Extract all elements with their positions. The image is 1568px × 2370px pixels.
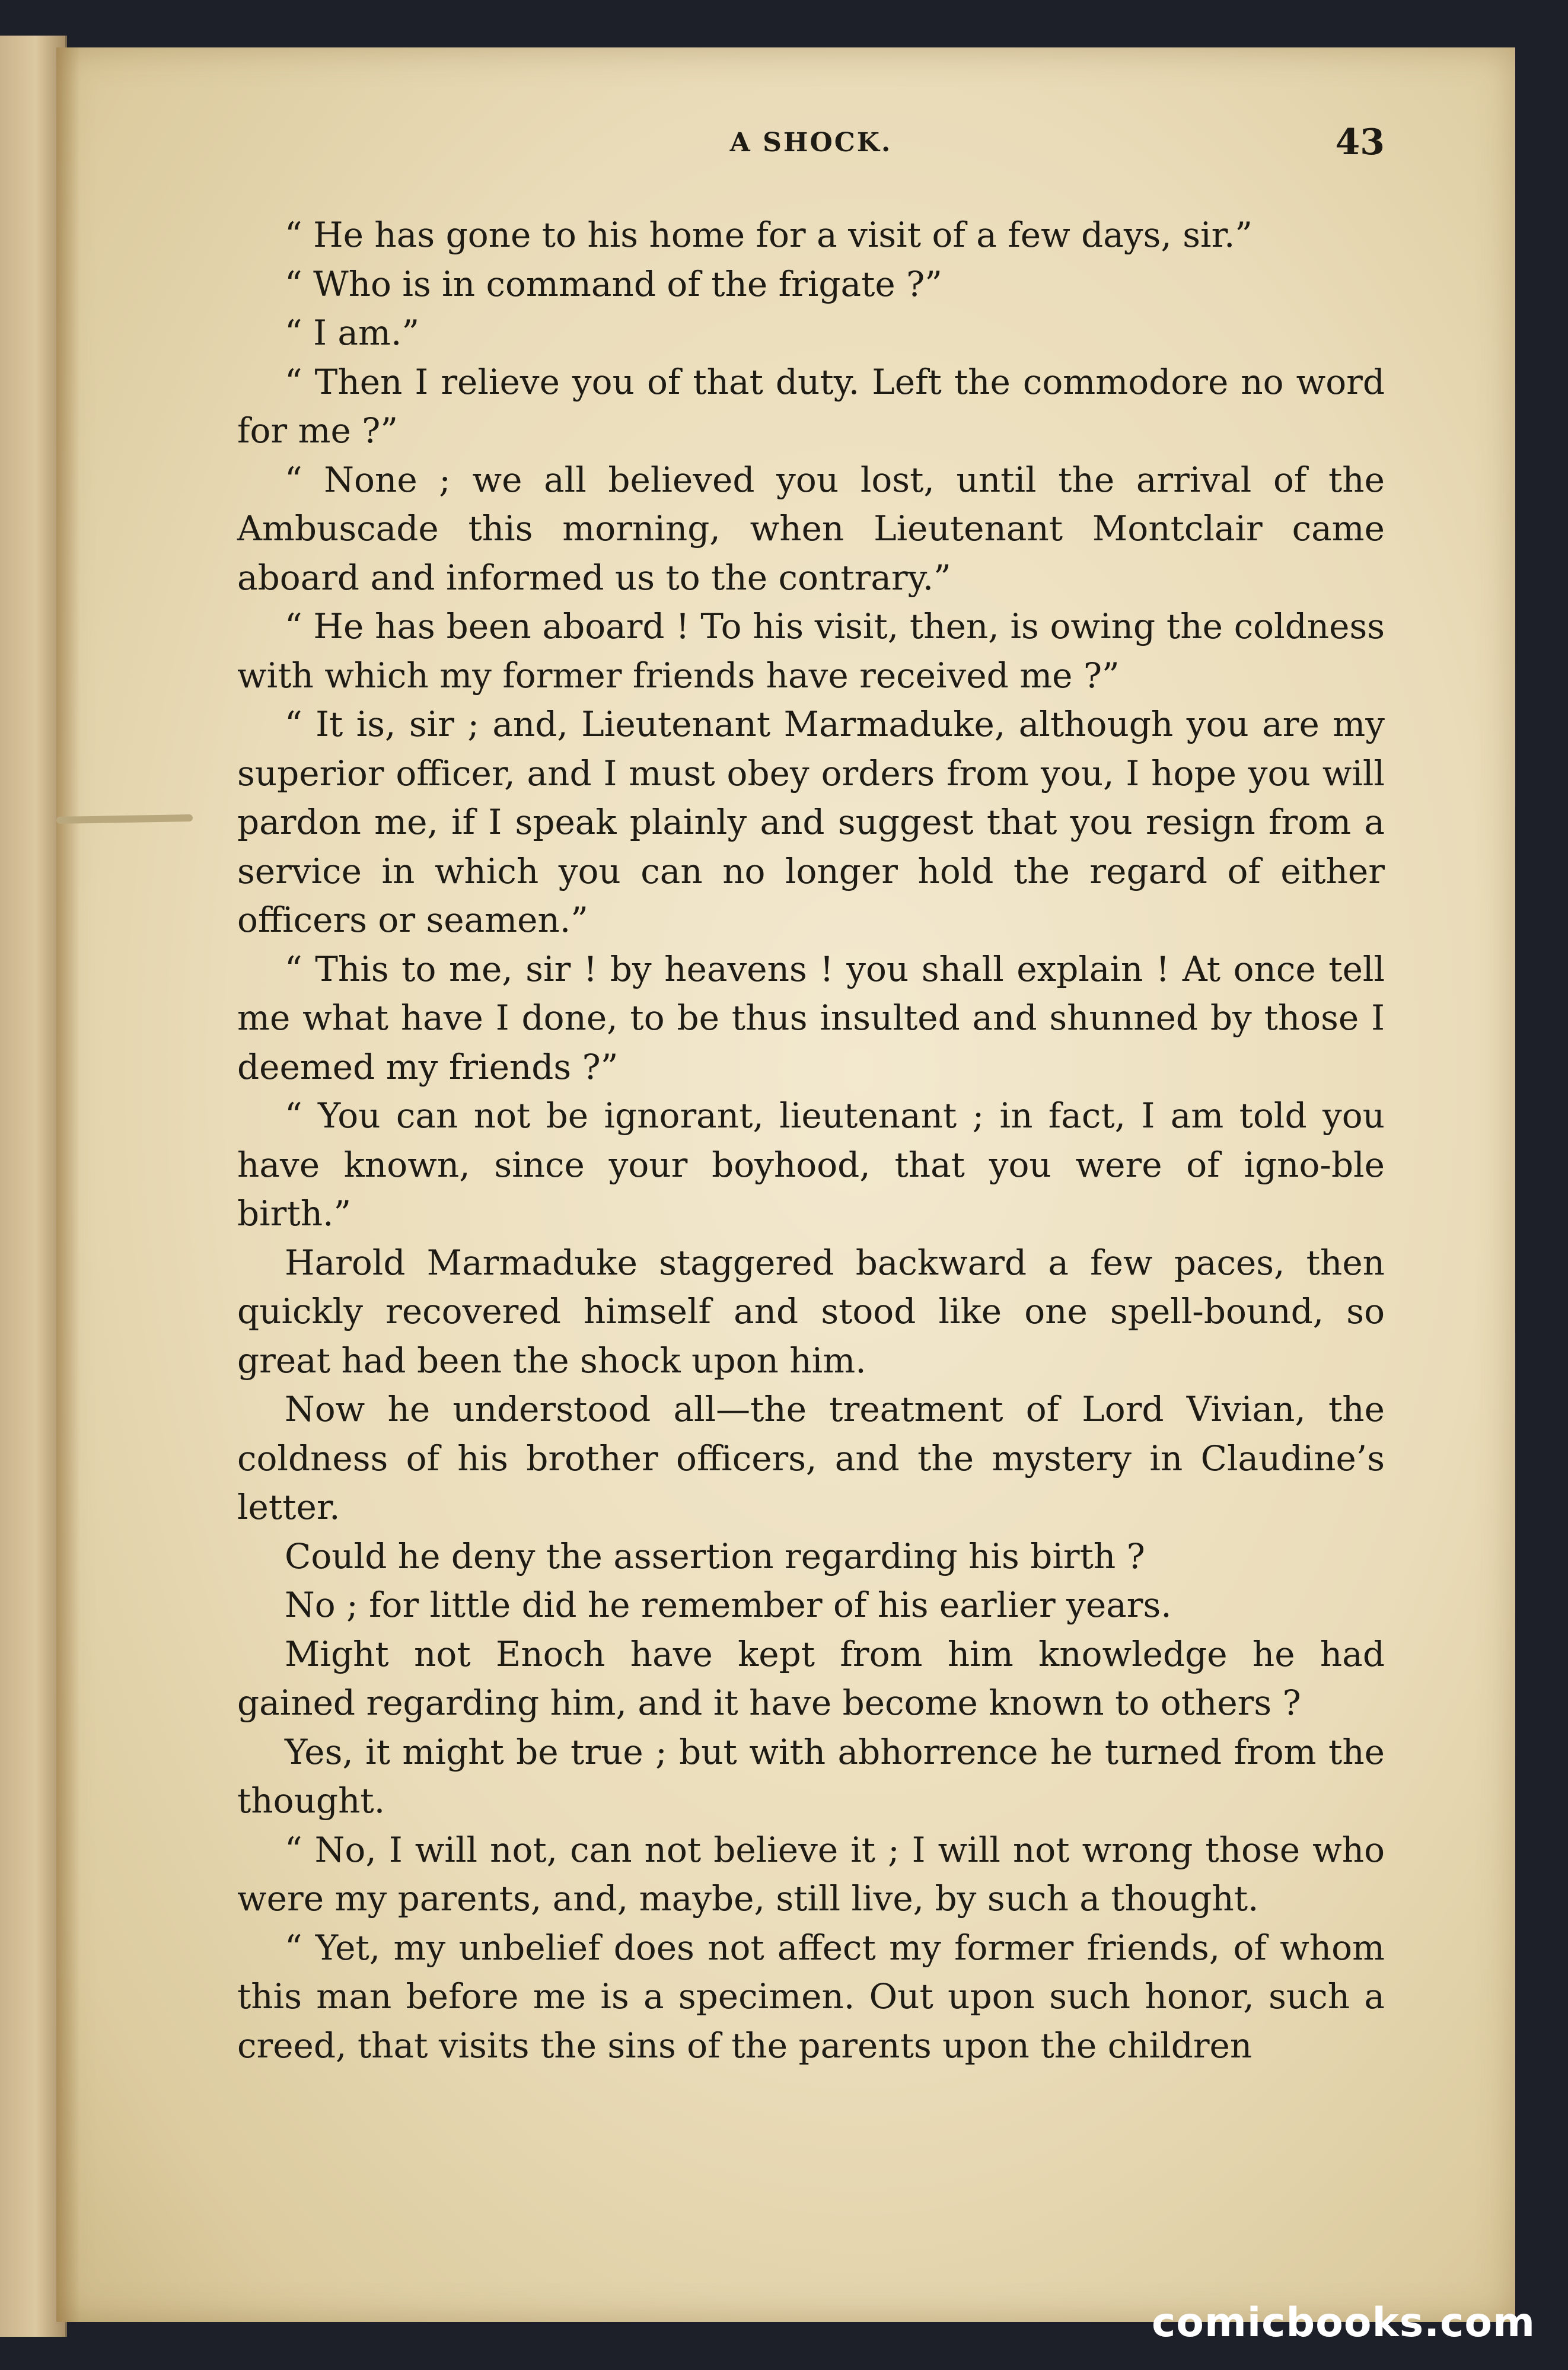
paragraph: Could he deny the assertion regarding his birth ? xyxy=(285,1536,1145,1576)
paragraph: Now he understood all—the treatment of Lord Vivian, the coldness of his brother officers, and the mystery in Claudine’s letter. xyxy=(237,1389,1385,1527)
paragraph: “ Who is in command of the frigate ?” xyxy=(285,263,942,304)
page-number: 43 xyxy=(1335,122,1385,163)
watermark: comicbooks.com xyxy=(1151,2299,1535,2346)
binding-thread xyxy=(56,814,193,824)
paragraph: “ I am.” xyxy=(285,313,420,353)
paragraph: “ You can not be ignorant, lieutenant ; in fact, I am told you have known, since your boyhood, that you were of igno-ble birth.” xyxy=(237,1095,1385,1234)
paragraph: No ; for little did he remember of his earlier years. xyxy=(285,1585,1172,1625)
running-head xyxy=(237,122,1385,169)
paragraph: “ None ; we all believed you lost, until the arrival of the Ambuscade this morning, when Lieutenant Montclair came aboard and informed us to the contrary.” xyxy=(237,459,1385,598)
paragraph: Yes, it might be true ; but with abhorrence he turned from the thought. xyxy=(237,1731,1385,1821)
paragraph: “ He has gone to his home for a visit of a few days, sir.” xyxy=(285,215,1253,255)
paragraph: “ Yet, my unbelief does not affect my former friends, of whom this man before me is a specimen. Out upon such honor, such a creed, that visits the sins of the parents upon the children xyxy=(237,1927,1385,2066)
paragraph: “ No, I will not, can not believe it ; I will not wrong those who were my parents, and, maybe, still live, by such a thought. xyxy=(237,1829,1385,1919)
paragraph: “ This to me, sir ! by heavens ! you shall explain ! At once tell me what have I done, to be thus insulted and shunned by those I deemed my friends ?” xyxy=(237,948,1385,1087)
paragraph: “ It is, sir ; and, Lieutenant Marmaduke, although you are my superior officer, and I must obey orders from you, I hope you will pardon me, if I speak plainly and suggest that you resign from a service in which you can no longer hold the regard of either officers or seamen.” xyxy=(237,704,1385,940)
running-head-title: A SHOCK. xyxy=(729,128,893,158)
paragraph: “ He has been aboard ! To his visit, then, is owing the coldness with which my former friends have received me ?” xyxy=(237,606,1385,696)
body-text xyxy=(237,211,1385,2070)
paragraph: Harold Marmaduke staggered backward a few paces, then quickly recovered himself and stood like one spell-bound, so great had been the shock upon him. xyxy=(237,1242,1385,1381)
page-spine-shadow xyxy=(56,47,80,2322)
paragraph: “ Then I relieve you of that duty. Left the commodore no word for me ?” xyxy=(237,361,1385,451)
paragraph: Might not Enoch have kept from him knowledge he had gained regarding him, and it have become known to others ? xyxy=(237,1633,1385,1723)
